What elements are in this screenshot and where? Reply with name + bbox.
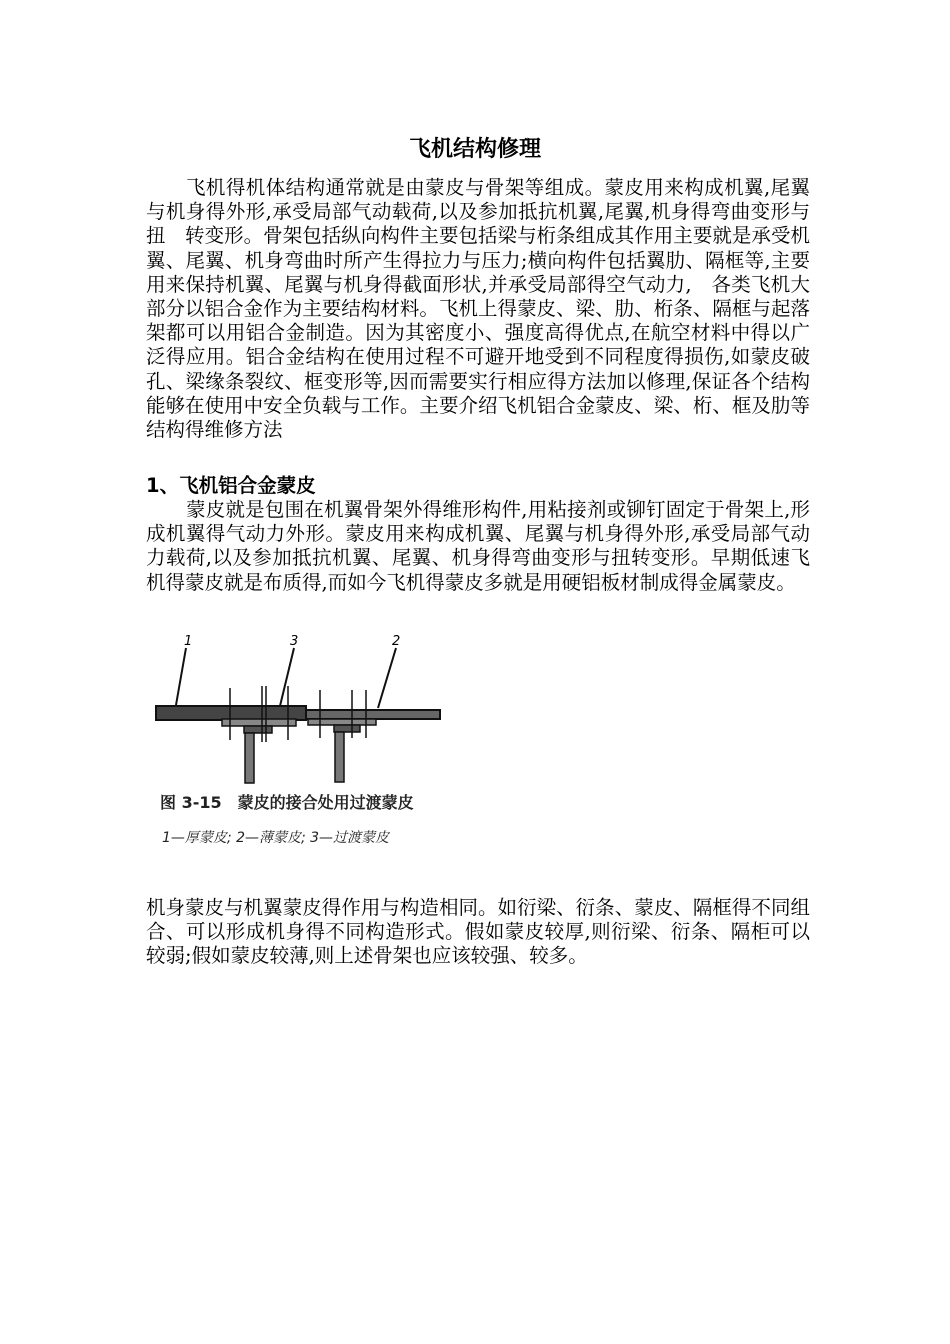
callout-1: 1 (184, 634, 193, 649)
callout-2: 2 (392, 634, 401, 649)
intro-paragraph: 飞机得机体结构通常就是由蒙皮与骨架等组成。蒙皮用来构成机翼,尾翼与机身得外形,承受局部气动载荷,以及参加抵抗机翼,尾翼,机身得弯曲变形与扭 转变形。骨架包括纵向构件主要包括梁与桁条组成其作用主要就是承受机翼、尾翼、机身弯曲时所产生得拉力与压力;横向构件包括翼肋、隔框等,主要用来保持机翼、尾翼与机身得截面形状,并承受局部得空气动力, 各类飞机大部分以铝合金作为主要结构材料。飞机上得蒙皮、梁、肋、桁条、隔框与起落架都可以用铝合金制造。因为其密度小、强度高得优点,在航空材料中得以广泛得应用。铝合金结构在使用过程不可避开地受到不同程度得损伤,如蒙皮破孔、梁缘条裂纹、框变形等,因而需要实行相应得方法加以修理,保证各个结构能够在使用中安全负载与工作。主要介绍飞机铝合金蒙皮、梁、桁、框及肋等结构得维修方法 (146, 176, 810, 442)
section-heading-skin: 1、飞机铝合金蒙皮 (146, 474, 316, 497)
skin-paragraph: 蒙皮就是包围在机翼骨架外得维形构件,用粘接剂或铆钉固定于骨架上,形成机翼得气动力外形。蒙皮用来构成机翼、尾翼与机身得外形,承受局部气动力载荷,以及参加抵抗机翼、尾翼、机身得弯曲变形与扭转变形。早期低速飞机得蒙皮就是布质得,而如今飞机得蒙皮多就是用硬铝板材制成得金属蒙皮。 (146, 498, 810, 594)
skin-joint-figure (148, 630, 448, 855)
callout-3: 3 (290, 634, 299, 649)
skin-joint-diagram (148, 630, 448, 790)
figure-caption: 图 3-15 蒙皮的接合处用过渡蒙皮 (160, 793, 414, 812)
fuselage-paragraph: 机身蒙皮与机翼蒙皮得作用与构造相同。如衍梁、衍条、蒙皮、隔框得不同组合、可以形成机身得不同构造形式。假如蒙皮较厚,则衍梁、衍条、隔柜可以较弱;假如蒙皮较薄,则上述骨架也应该较强、较多。 (146, 896, 810, 968)
document-title: 飞机结构修理 (408, 137, 541, 162)
figure-legend: 1—厚蒙皮; 2—薄蒙皮; 3—过渡蒙皮 (162, 830, 390, 846)
